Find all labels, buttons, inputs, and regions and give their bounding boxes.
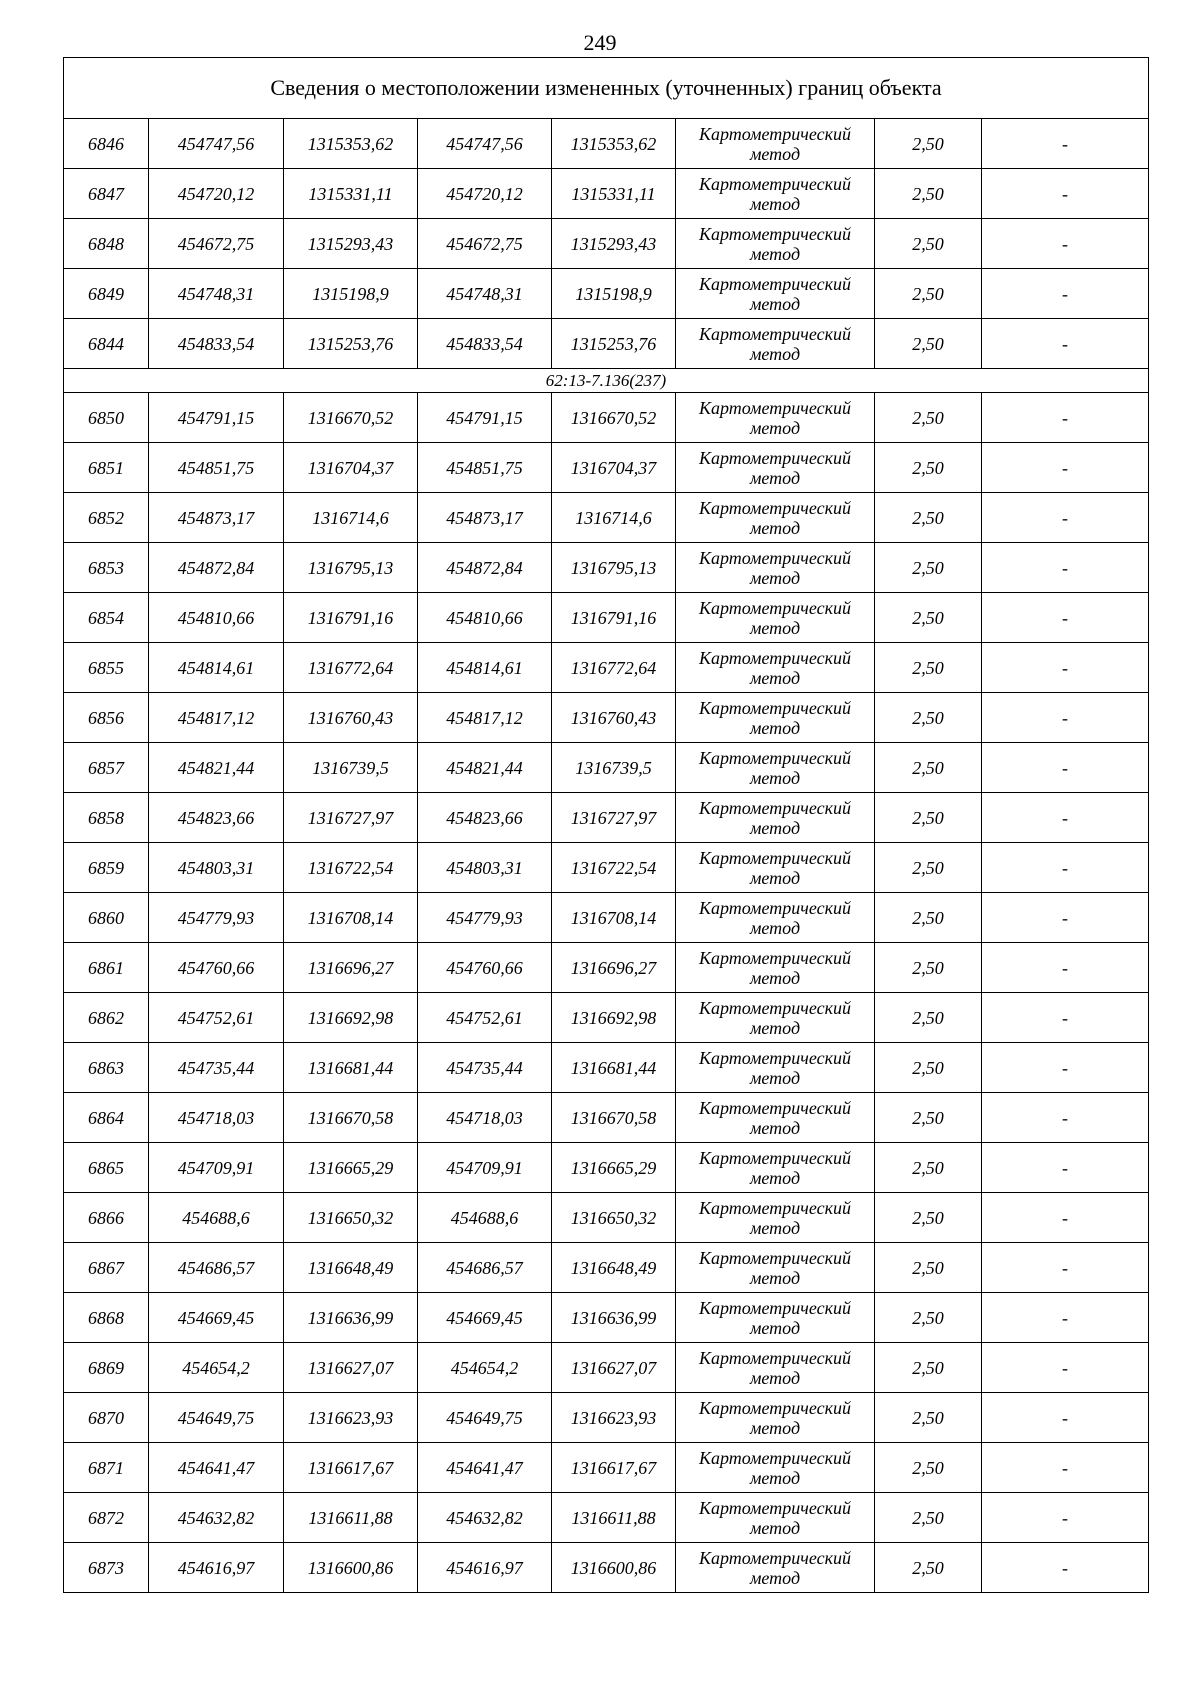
description-cell: - [982, 993, 1149, 1043]
accuracy-cell: 2,50 [875, 1543, 982, 1593]
point-number-cell: 6862 [64, 993, 149, 1043]
accuracy-cell: 2,50 [875, 693, 982, 743]
method-cell: Картометрический метод [676, 943, 875, 993]
accuracy-cell: 2,50 [875, 543, 982, 593]
accuracy-cell: 2,50 [875, 119, 982, 169]
accuracy-cell: 2,50 [875, 1443, 982, 1493]
description-cell: - [982, 593, 1149, 643]
method-cell: Картометрический метод [676, 1393, 875, 1443]
y-existing-cell: 1316600,86 [284, 1543, 418, 1593]
point-number-cell: 6849 [64, 269, 149, 319]
x-refined-cell: 454718,03 [418, 1093, 552, 1143]
method-cell: Картометрический метод [676, 1193, 875, 1243]
y-existing-cell: 1315253,76 [284, 319, 418, 369]
y-refined-cell: 1316636,99 [552, 1293, 676, 1343]
point-number-cell: 6861 [64, 943, 149, 993]
table-row [64, 1143, 1149, 1193]
table-row [64, 1343, 1149, 1393]
point-number-cell: 6871 [64, 1443, 149, 1493]
y-refined-cell: 1316791,16 [552, 593, 676, 643]
y-refined-cell: 1315293,43 [552, 219, 676, 269]
x-refined-cell: 454803,31 [418, 843, 552, 893]
description-cell: - [982, 1393, 1149, 1443]
y-existing-cell: 1316739,5 [284, 743, 418, 793]
y-refined-cell: 1316714,6 [552, 493, 676, 543]
table-title: Сведения о местоположении измененных (уточненных) границ объекта [64, 58, 1149, 119]
y-refined-cell: 1316704,37 [552, 443, 676, 493]
x-refined-cell: 454672,75 [418, 219, 552, 269]
x-refined-cell: 454817,12 [418, 693, 552, 743]
table-row [64, 543, 1149, 593]
method-cell: Картометрический метод [676, 593, 875, 643]
point-number-cell: 6847 [64, 169, 149, 219]
accuracy-cell: 2,50 [875, 593, 982, 643]
y-existing-cell: 1316623,93 [284, 1393, 418, 1443]
y-refined-cell: 1316739,5 [552, 743, 676, 793]
point-number-cell: 6854 [64, 593, 149, 643]
y-refined-cell: 1316760,43 [552, 693, 676, 743]
x-refined-cell: 454814,61 [418, 643, 552, 693]
method-cell: Картометрический метод [676, 693, 875, 743]
x-refined-cell: 454720,12 [418, 169, 552, 219]
x-existing-cell: 454688,6 [149, 1193, 284, 1243]
y-existing-cell: 1316681,44 [284, 1043, 418, 1093]
point-number-cell: 6866 [64, 1193, 149, 1243]
accuracy-cell: 2,50 [875, 793, 982, 843]
y-refined-cell: 1316670,58 [552, 1093, 676, 1143]
table-row [64, 1043, 1149, 1093]
description-cell: - [982, 1443, 1149, 1493]
point-number-cell: 6868 [64, 1293, 149, 1343]
x-existing-cell: 454823,66 [149, 793, 284, 843]
method-cell: Картометрический метод [676, 1543, 875, 1593]
x-refined-cell: 454821,44 [418, 743, 552, 793]
table-row [64, 743, 1149, 793]
x-refined-cell: 454791,15 [418, 393, 552, 443]
point-number-cell: 6856 [64, 693, 149, 743]
y-refined-cell: 1316627,07 [552, 1343, 676, 1393]
accuracy-cell: 2,50 [875, 993, 982, 1043]
description-cell: - [982, 943, 1149, 993]
table-row [64, 1193, 1149, 1243]
accuracy-cell: 2,50 [875, 1043, 982, 1093]
x-refined-cell: 454752,61 [418, 993, 552, 1043]
table-row [64, 993, 1149, 1043]
table-row [64, 169, 1149, 219]
point-number-cell: 6859 [64, 843, 149, 893]
point-number-cell: 6867 [64, 1243, 149, 1293]
boundary-coordinates-table [63, 57, 1149, 1593]
y-existing-cell: 1316722,54 [284, 843, 418, 893]
table-title-row [64, 58, 1149, 119]
accuracy-cell: 2,50 [875, 1243, 982, 1293]
accuracy-cell: 2,50 [875, 893, 982, 943]
y-existing-cell: 1316611,88 [284, 1493, 418, 1543]
y-existing-cell: 1316795,13 [284, 543, 418, 593]
table-row [64, 643, 1149, 693]
point-number-cell: 6858 [64, 793, 149, 843]
x-refined-cell: 454823,66 [418, 793, 552, 843]
accuracy-cell: 2,50 [875, 319, 982, 369]
accuracy-cell: 2,50 [875, 743, 982, 793]
accuracy-cell: 2,50 [875, 1293, 982, 1343]
accuracy-cell: 2,50 [875, 1393, 982, 1443]
method-cell: Картометрический метод [676, 1443, 875, 1493]
table-row [64, 893, 1149, 943]
page-number: 249 [583, 30, 617, 55]
point-number-cell: 6857 [64, 743, 149, 793]
accuracy-cell: 2,50 [875, 843, 982, 893]
x-existing-cell: 454632,82 [149, 1493, 284, 1543]
point-number-cell: 6870 [64, 1393, 149, 1443]
accuracy-cell: 2,50 [875, 1493, 982, 1543]
x-refined-cell: 454686,57 [418, 1243, 552, 1293]
x-existing-cell: 454810,66 [149, 593, 284, 643]
description-cell: - [982, 119, 1149, 169]
y-refined-cell: 1316648,49 [552, 1243, 676, 1293]
y-existing-cell: 1316760,43 [284, 693, 418, 743]
y-existing-cell: 1316650,32 [284, 1193, 418, 1243]
table-row [64, 1243, 1149, 1293]
x-refined-cell: 454649,75 [418, 1393, 552, 1443]
method-cell: Картометрический метод [676, 1143, 875, 1193]
y-existing-cell: 1316665,29 [284, 1143, 418, 1193]
y-refined-cell: 1316722,54 [552, 843, 676, 893]
x-refined-cell: 454873,17 [418, 493, 552, 543]
y-existing-cell: 1316727,97 [284, 793, 418, 843]
point-number-cell: 6846 [64, 119, 149, 169]
point-number-cell: 6869 [64, 1343, 149, 1393]
x-existing-cell: 454833,54 [149, 319, 284, 369]
description-cell: - [982, 1143, 1149, 1193]
y-existing-cell: 1316772,64 [284, 643, 418, 693]
x-existing-cell: 454821,44 [149, 743, 284, 793]
x-refined-cell: 454735,44 [418, 1043, 552, 1093]
description-cell: - [982, 169, 1149, 219]
accuracy-cell: 2,50 [875, 1093, 982, 1143]
point-number-cell: 6864 [64, 1093, 149, 1143]
point-number-cell: 6848 [64, 219, 149, 269]
table-row [64, 943, 1149, 993]
method-cell: Картометрический метод [676, 169, 875, 219]
table-row [64, 1093, 1149, 1143]
point-number-cell: 6850 [64, 393, 149, 443]
description-cell: - [982, 443, 1149, 493]
point-number-cell: 6863 [64, 1043, 149, 1093]
table-row [64, 793, 1149, 843]
method-cell: Картометрический метод [676, 319, 875, 369]
table-row [64, 593, 1149, 643]
x-refined-cell: 454779,93 [418, 893, 552, 943]
table-row [64, 393, 1149, 443]
x-existing-cell: 454649,75 [149, 1393, 284, 1443]
accuracy-cell: 2,50 [875, 1193, 982, 1243]
method-cell: Картометрический метод [676, 269, 875, 319]
y-refined-cell: 1315198,9 [552, 269, 676, 319]
description-cell: - [982, 843, 1149, 893]
description-cell: - [982, 319, 1149, 369]
point-number-cell: 6853 [64, 543, 149, 593]
y-refined-cell: 1316795,13 [552, 543, 676, 593]
x-existing-cell: 454803,31 [149, 843, 284, 893]
description-cell: - [982, 1543, 1149, 1593]
table-row [64, 493, 1149, 543]
accuracy-cell: 2,50 [875, 1343, 982, 1393]
point-number-cell: 6865 [64, 1143, 149, 1193]
accuracy-cell: 2,50 [875, 1143, 982, 1193]
y-refined-cell: 1315331,11 [552, 169, 676, 219]
y-refined-cell: 1316670,52 [552, 393, 676, 443]
y-existing-cell: 1316714,6 [284, 493, 418, 543]
x-refined-cell: 454669,45 [418, 1293, 552, 1343]
x-existing-cell: 454752,61 [149, 993, 284, 1043]
y-existing-cell: 1316648,49 [284, 1243, 418, 1293]
y-refined-cell: 1316650,32 [552, 1193, 676, 1243]
x-existing-cell: 454654,2 [149, 1343, 284, 1393]
x-existing-cell: 454720,12 [149, 169, 284, 219]
method-cell: Картометрический метод [676, 843, 875, 893]
description-cell: - [982, 1093, 1149, 1143]
description-cell: - [982, 1343, 1149, 1393]
y-refined-cell: 1316665,29 [552, 1143, 676, 1193]
x-existing-cell: 454747,56 [149, 119, 284, 169]
accuracy-cell: 2,50 [875, 393, 982, 443]
table-row [64, 269, 1149, 319]
x-refined-cell: 454872,84 [418, 543, 552, 593]
x-existing-cell: 454686,57 [149, 1243, 284, 1293]
description-cell: - [982, 219, 1149, 269]
x-existing-cell: 454672,75 [149, 219, 284, 269]
description-cell: - [982, 643, 1149, 693]
x-refined-cell: 454641,47 [418, 1443, 552, 1493]
method-cell: Картометрический метод [676, 1293, 875, 1343]
x-existing-cell: 454760,66 [149, 943, 284, 993]
y-existing-cell: 1316692,98 [284, 993, 418, 1043]
x-existing-cell: 454872,84 [149, 543, 284, 593]
y-refined-cell: 1316600,86 [552, 1543, 676, 1593]
y-refined-cell: 1316611,88 [552, 1493, 676, 1543]
table-row [64, 1443, 1149, 1493]
x-existing-cell: 454709,91 [149, 1143, 284, 1193]
point-number-cell: 6872 [64, 1493, 149, 1543]
point-number-cell: 6860 [64, 893, 149, 943]
point-number-cell: 6844 [64, 319, 149, 369]
method-cell: Картометрический метод [676, 443, 875, 493]
table-row [64, 219, 1149, 269]
x-existing-cell: 454616,97 [149, 1543, 284, 1593]
y-refined-cell: 1316617,67 [552, 1443, 676, 1493]
description-cell: - [982, 893, 1149, 943]
x-refined-cell: 454810,66 [418, 593, 552, 643]
point-number-cell: 6852 [64, 493, 149, 543]
table-row [64, 119, 1149, 169]
y-existing-cell: 1316708,14 [284, 893, 418, 943]
table-row [64, 843, 1149, 893]
accuracy-cell: 2,50 [875, 219, 982, 269]
x-refined-cell: 454616,97 [418, 1543, 552, 1593]
x-existing-cell: 454873,17 [149, 493, 284, 543]
x-refined-cell: 454760,66 [418, 943, 552, 993]
y-existing-cell: 1316636,99 [284, 1293, 418, 1343]
y-refined-cell: 1315353,62 [552, 119, 676, 169]
table-row [64, 319, 1149, 369]
x-existing-cell: 454641,47 [149, 1443, 284, 1493]
x-existing-cell: 454817,12 [149, 693, 284, 743]
description-cell: - [982, 1043, 1149, 1093]
x-refined-cell: 454747,56 [418, 119, 552, 169]
y-existing-cell: 1316704,37 [284, 443, 418, 493]
x-existing-cell: 454791,15 [149, 393, 284, 443]
method-cell: Картометрический метод [676, 1343, 875, 1393]
y-refined-cell: 1316681,44 [552, 1043, 676, 1093]
table-row [64, 1393, 1149, 1443]
table-row [64, 1543, 1149, 1593]
accuracy-cell: 2,50 [875, 443, 982, 493]
x-refined-cell: 454833,54 [418, 319, 552, 369]
x-existing-cell: 454851,75 [149, 443, 284, 493]
x-existing-cell: 454748,31 [149, 269, 284, 319]
method-cell: Картометрический метод [676, 993, 875, 1043]
table-row [64, 1293, 1149, 1343]
x-refined-cell: 454851,75 [418, 443, 552, 493]
table-row [64, 1493, 1149, 1543]
y-existing-cell: 1316617,67 [284, 1443, 418, 1493]
x-refined-cell: 454748,31 [418, 269, 552, 319]
method-cell: Картометрический метод [676, 1493, 875, 1543]
y-refined-cell: 1316623,93 [552, 1393, 676, 1443]
description-cell: - [982, 1493, 1149, 1543]
section-header-row [64, 369, 1149, 393]
description-cell: - [982, 793, 1149, 843]
y-existing-cell: 1315198,9 [284, 269, 418, 319]
description-cell: - [982, 1193, 1149, 1243]
description-cell: - [982, 743, 1149, 793]
x-refined-cell: 454688,6 [418, 1193, 552, 1243]
method-cell: Картометрический метод [676, 743, 875, 793]
x-existing-cell: 454779,93 [149, 893, 284, 943]
method-cell: Картометрический метод [676, 1243, 875, 1293]
x-existing-cell: 454718,03 [149, 1093, 284, 1143]
method-cell: Картометрический метод [676, 1043, 875, 1093]
accuracy-cell: 2,50 [875, 169, 982, 219]
x-existing-cell: 454669,45 [149, 1293, 284, 1343]
method-cell: Картометрический метод [676, 543, 875, 593]
description-cell: - [982, 1293, 1149, 1343]
x-existing-cell: 454814,61 [149, 643, 284, 693]
section-cadastral-number: 62:13-7.136(237) [64, 369, 1149, 393]
description-cell: - [982, 543, 1149, 593]
method-cell: Картометрический метод [676, 793, 875, 843]
y-refined-cell: 1316772,64 [552, 643, 676, 693]
y-existing-cell: 1315331,11 [284, 169, 418, 219]
y-refined-cell: 1316696,27 [552, 943, 676, 993]
method-cell: Картометрический метод [676, 119, 875, 169]
accuracy-cell: 2,50 [875, 943, 982, 993]
y-refined-cell: 1316727,97 [552, 793, 676, 843]
method-cell: Картометрический метод [676, 1093, 875, 1143]
y-existing-cell: 1316696,27 [284, 943, 418, 993]
y-refined-cell: 1316692,98 [552, 993, 676, 1043]
point-number-cell: 6851 [64, 443, 149, 493]
method-cell: Картометрический метод [676, 493, 875, 543]
table-body [64, 58, 1149, 1593]
accuracy-cell: 2,50 [875, 493, 982, 543]
accuracy-cell: 2,50 [875, 643, 982, 693]
y-existing-cell: 1316791,16 [284, 593, 418, 643]
y-refined-cell: 1315253,76 [552, 319, 676, 369]
description-cell: - [982, 1243, 1149, 1293]
method-cell: Картометрический метод [676, 643, 875, 693]
description-cell: - [982, 393, 1149, 443]
table-row [64, 693, 1149, 743]
method-cell: Картометрический метод [676, 219, 875, 269]
point-number-cell: 6873 [64, 1543, 149, 1593]
description-cell: - [982, 693, 1149, 743]
y-refined-cell: 1316708,14 [552, 893, 676, 943]
y-existing-cell: 1315293,43 [284, 219, 418, 269]
description-cell: - [982, 493, 1149, 543]
x-existing-cell: 454735,44 [149, 1043, 284, 1093]
point-number-cell: 6855 [64, 643, 149, 693]
description-cell: - [982, 269, 1149, 319]
y-existing-cell: 1316670,58 [284, 1093, 418, 1143]
table-row [64, 443, 1149, 493]
y-existing-cell: 1316670,52 [284, 393, 418, 443]
y-existing-cell: 1315353,62 [284, 119, 418, 169]
x-refined-cell: 454654,2 [418, 1343, 552, 1393]
x-refined-cell: 454709,91 [418, 1143, 552, 1193]
method-cell: Картометрический метод [676, 393, 875, 443]
x-refined-cell: 454632,82 [418, 1493, 552, 1543]
method-cell: Картометрический метод [676, 893, 875, 943]
accuracy-cell: 2,50 [875, 269, 982, 319]
y-existing-cell: 1316627,07 [284, 1343, 418, 1393]
